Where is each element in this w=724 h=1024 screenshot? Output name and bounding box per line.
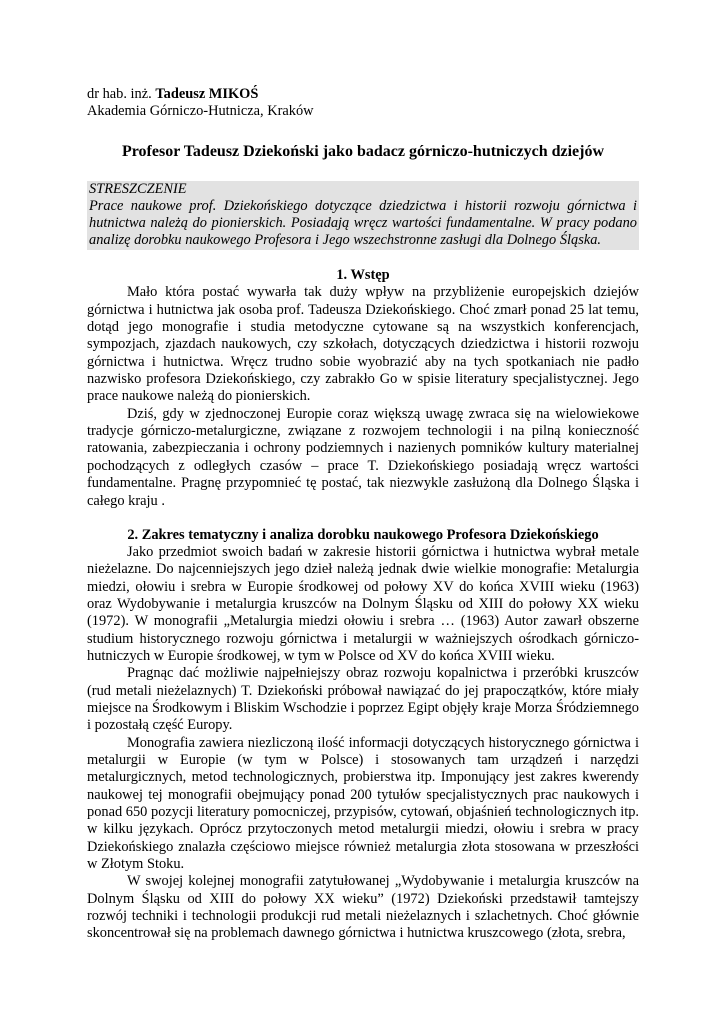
section-1-paragraph: Dziś, gdy w zjednoczonej Europie coraz większą uwagę zwraca się na wielowiekowe tradycje górniczo-metalurgiczne, związane z rozwojem technologii i na pilną konieczność ratowania, zabezpieczania i ochrony podziemnych i nazienych pomników kultury materialnej pochodzących z odległych czasów – prace T. Dziekońskiego posiadają wręcz wartości fundamentalne. Pragnę przypomnieć tę postać, tak niezwykle zasłużoną dla Dolnego Śląska i całego kraju . — [87, 405, 639, 509]
section-1-paragraph: Mało która postać wywarła tak duży wpływ na przybliżenie europejskich dziejów górnictwa i hutnictwa jak osoba prof. Tadeusza Dziekońskiego. Choć zmarł ponad 25 lat temu, dotąd jego monografie i studia metodyczne cytowane są na wszystkich konferencjach, sympozjach, zjazdach naukowych, czy szkołach, dotyczących dziedzictwa i historii rozwoju górnictwa i hutnictwa. Wręcz trudno sobie wyobrazić aby na tych spotkaniach nie padło nazwisko profesora Dziekońskiego, czy zabrakło Go w spisie literatury specjalistycznej. Jego prace naukowe należą do pionierskich. — [87, 284, 639, 405]
abstract-text: Prace naukowe prof. Dziekońskiego dotyczące dziedzictwa i historii rozwoju górnictwa i hutnictwa należą do pionierskich. Posiadają wręcz wartości fundamentalne. W pracy podano analizę dorobku naukowego Profesora i Jego wszechstronne zasługi dla Dolnego Śląska. — [89, 198, 637, 249]
section-2-paragraph: Jako przedmiot swoich badań w zakresie historii górnictwa i hutnictwa wybrał metale nieżelazne. Do najcenniejszych jego dzieł należą jednak dwie wielkie monografie: Metalurgia miedzi, ołowiu i srebra w Europie środkowej od połowy XV do końca XVIII wieku (1963) oraz Wydobywanie i metalurgia kruszców na Dolnym Śląsku od XIII do połowy XX wieku (1972). W monografii „Metalurgia miedzi ołowiu i srebra … (1963) Autor zawarł obszerne studium historycznego rozwoju górnictwa i metalurgii w ważniejszych ośrodkach górniczo-hutniczych w Europie środkowej, w tym w Polsce od XV do końca XVIII wieku. — [87, 543, 639, 664]
author-name: Tadeusz MIKOŚ — [155, 86, 259, 102]
author-line — [87, 86, 639, 103]
section-2-paragraph: W swojej kolejnej monografii zatytułowanej „Wydobywanie i metalurgia kruszców na Dolnym Śląsku od XIII do połowy XX wieku” (1972) Dziekoński przedstawił tamtejszy rozwój techniki i technologii produkcji rud metali nieżelaznych i szlachetnych. Choć głównie skoncentrował się na problemach dawnego górnictwa i hutnictwa kruszcowego (złota, srebra, — [87, 873, 639, 942]
author-prefix: dr hab. inż. — [87, 86, 152, 102]
document-page — [87, 86, 639, 943]
section-2-paragraph: Pragnąc dać możliwie najpełniejszy obraz rozwoju kopalnictwa i przeróbki kruszców (rud metali nieżelaznych) T. Dziekoński próbował nawiązać do jej prapoczątków, które miały miejsce na Środkowym i Bliskim Wschodzie i poprzez Egipt objęły kraje Morza Śródziemnego i pozostałą część Europy. — [87, 665, 639, 734]
section-2-heading: 2. Zakres tematyczny i analiza dorobku naukowego Profesora Dziekońskiego — [127, 526, 599, 543]
paper-title: Profesor Tadeusz Dziekoński jako badacz górniczo-hutniczych dziejów — [121, 143, 605, 160]
section-1-heading: 1. Wstęp — [336, 267, 390, 284]
author-block — [87, 86, 639, 120]
section-2-paragraph: Monografia zawiera niezliczoną ilość informacji dotyczących historycznego górnictwa i metalurgii w Europie (w tym w Polsce) i stosowanych tam urządzeń i narzędzi metalurgicznych, metod technologicznych, probierstwa itp. Imponujący jest zakres kwerendy naukowej tej monografii obejmujący ponad 200 tytułów specjalistycznych prac naukowych i ponad 650 pozycji literatury pomocniczej, przypisów, cytowań, objaśnień technologicznych itp. w kilku językach. Oprócz przytoczonych metod metalurgii miedzi, ołowiu i srebra w pracy Dziekońskiego znalazła częściowo miejsce również metalurgia złota stosowana w przeszłości w Złotym Stoku. — [87, 734, 639, 873]
abstract-heading: STRESZCZENIE — [89, 181, 187, 197]
abstract-box — [87, 181, 639, 250]
author-affiliation: Akademia Górniczo-Hutnicza, Kraków — [87, 103, 314, 119]
